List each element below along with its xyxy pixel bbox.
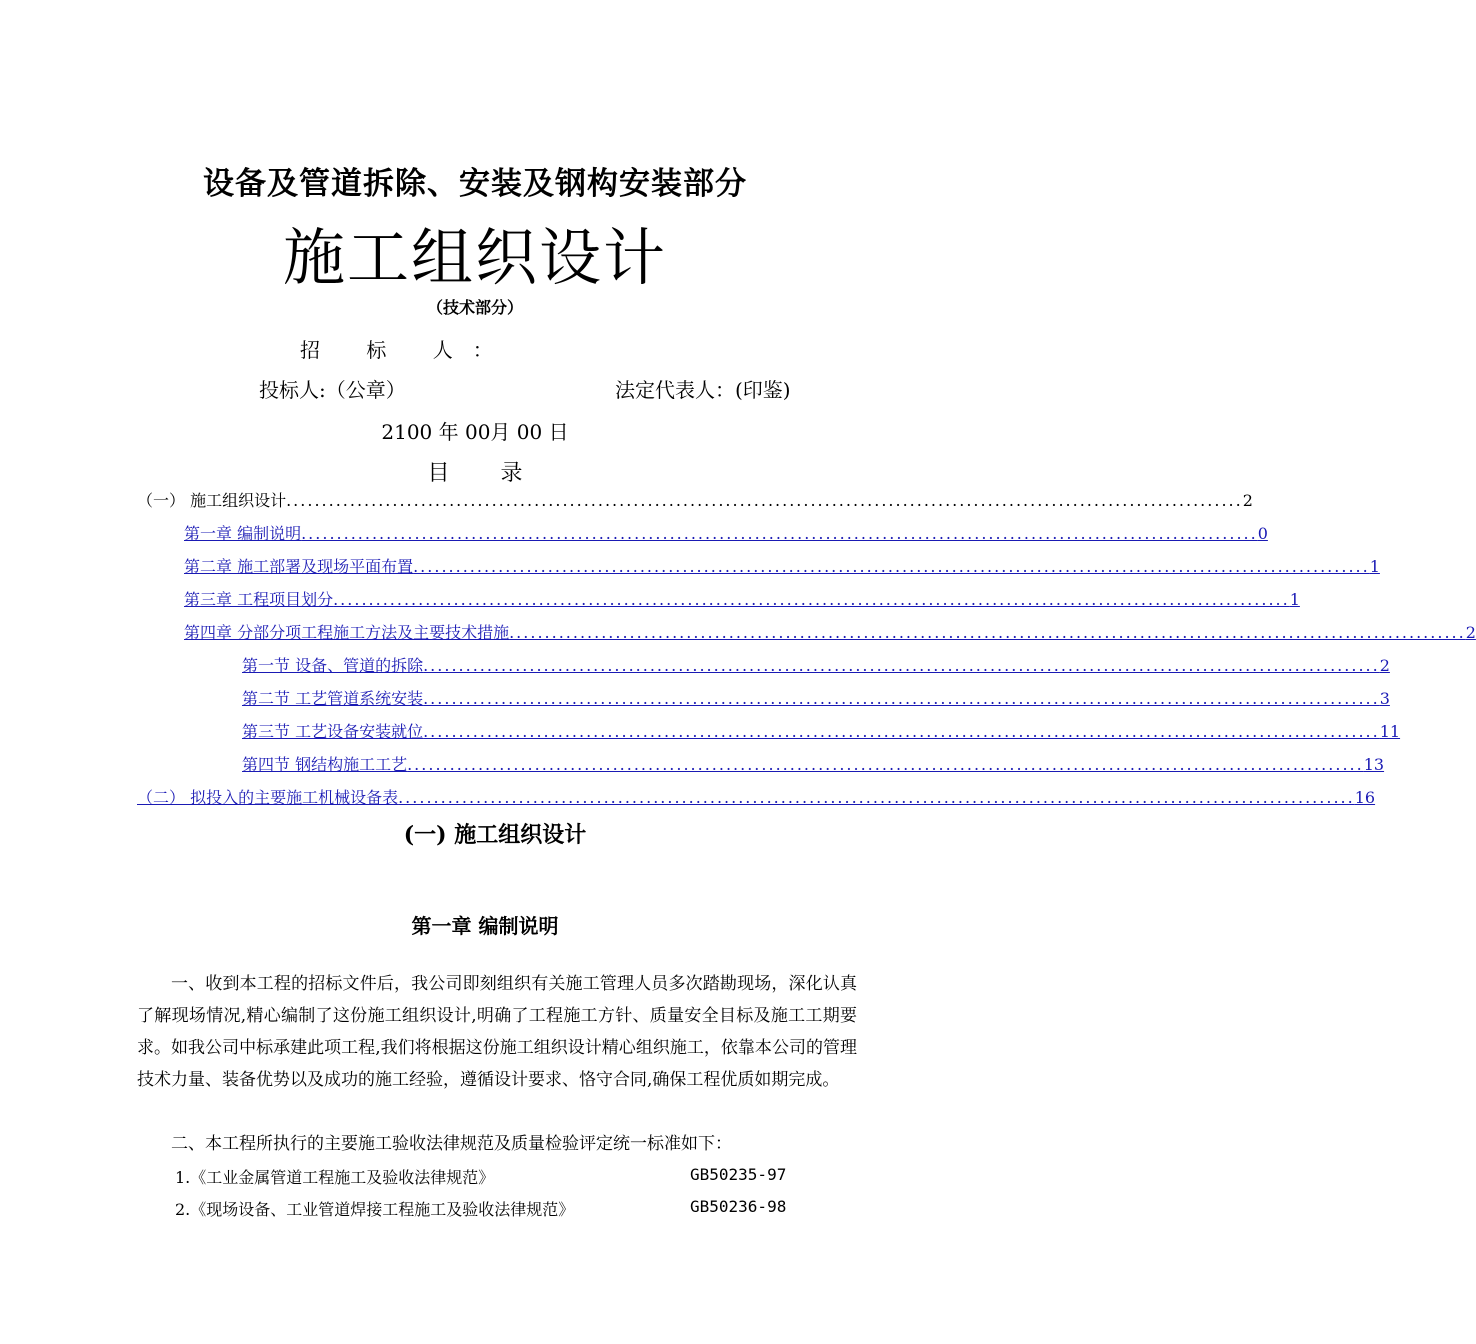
- toc-leader: .......................................................................................................................................: [398, 788, 1355, 807]
- chapter-heading: 第一章 编制说明: [411, 914, 559, 938]
- toc-item-chapter-4[interactable]: [184, 620, 1476, 642]
- toc-leader: .......................................................................................................................................: [509, 623, 1466, 642]
- standard-name: 2.《现场设备、工业管道焊接工程施工及验收法律规范》: [175, 1200, 575, 1219]
- section-heading: (一) 施工组织设计: [403, 822, 587, 848]
- toc-leader: .......................................................................................................................................: [413, 557, 1370, 576]
- toc-leader: .......................................................................................................................................: [423, 722, 1380, 741]
- toc-leader: .......................................................................................................................................: [423, 656, 1380, 675]
- legal-rep-label: 法定代表人：(印鉴): [615, 378, 791, 402]
- toc-item-chapter-3[interactable]: [184, 587, 1300, 609]
- toc-page-number: 2: [1242, 491, 1253, 510]
- standard-code: GB50235-97: [690, 1165, 787, 1184]
- toc-item-section-4-1[interactable]: [242, 653, 1390, 675]
- bidder-label: 投标人:（公章）: [259, 378, 406, 402]
- document-date: 2100 年 00月 00 日: [381, 420, 569, 444]
- toc-leader: .......................................................................................................................................: [333, 590, 1290, 609]
- standard-code: GB50236-98: [690, 1197, 787, 1216]
- toc-item-label: 第三章 工程项目划分: [184, 590, 334, 609]
- toc-page-number: 13: [1363, 755, 1385, 774]
- toc-item-label: 第二章 施工部署及现场平面布置: [184, 557, 414, 576]
- document-part: （技术部分）: [426, 298, 523, 317]
- toc-item-section-4-4[interactable]: [242, 752, 1385, 774]
- paragraph-intro: 一、收到本工程的招标文件后，我公司即刻组织有关施工管理人员多次踏勘现场，深化认真了解现场情况,精心编制了这份施工组织设计,明确了工程施工方针、质量安全目标及施工工期要求。如我公司中标承建此项工程,我们将根据这份施工组织设计精心组织施工，依靠本公司的管理技术力量、装备优势以及成功的施工经验，遵循设计要求、恪守合同,确保工程优质如期完成。: [137, 974, 857, 1090]
- toc-item-section-1[interactable]: [137, 488, 1253, 510]
- toc-item-label: 第二节 工艺管道系统安装: [242, 689, 424, 708]
- toc-item-section-4-2[interactable]: [242, 686, 1390, 708]
- toc-item-label: 第一节 设备、管道的拆除: [242, 656, 424, 675]
- standard-name: 1.《工业金属管道工程施工及验收法律规范》: [175, 1168, 495, 1187]
- toc-page-number: 2: [1379, 656, 1390, 675]
- toc-item-label: （一） 施工组织设计: [137, 491, 287, 510]
- toc-page-number: 2: [1465, 623, 1476, 642]
- toc-leader: .......................................................................................................................................: [286, 491, 1243, 510]
- toc-item-chapter-1[interactable]: [184, 521, 1268, 543]
- toc-heading: 目 录: [427, 461, 545, 486]
- toc-page-number: 11: [1379, 722, 1401, 741]
- toc-leader: .......................................................................................................................................: [301, 524, 1258, 543]
- toc-page-number: 0: [1257, 524, 1268, 543]
- toc-item-section-4-3[interactable]: [242, 719, 1401, 741]
- toc-page-number: 3: [1379, 689, 1390, 708]
- toc-item-label: 第一章 编制说明: [184, 524, 302, 543]
- toc-page-number: 1: [1289, 590, 1300, 609]
- toc-leader: .......................................................................................................................................: [423, 689, 1380, 708]
- toc-item-section-2[interactable]: [137, 785, 1376, 807]
- toc-item-label: 第四章 分部分项工程施工方法及主要技术措施: [184, 623, 510, 642]
- toc-item-label: 第三节 工艺设备安装就位: [242, 722, 424, 741]
- toc-page-number: 16: [1354, 788, 1376, 807]
- toc-leader: .......................................................................................................................................: [407, 755, 1364, 774]
- toc-item-label: 第四节 钢结构施工工艺: [242, 755, 408, 774]
- paragraph-standards-intro: 二、本工程所执行的主要施工验收法律规范及质量检验评定统一标准如下：: [171, 1134, 732, 1154]
- toc-item-label: （二） 拟投入的主要施工机械设备表: [137, 788, 399, 807]
- document-subtitle: 设备及管道拆除、安装及钢构安装部分: [203, 166, 747, 202]
- toc-page-number: 1: [1369, 557, 1380, 576]
- document-title: 施工组织设计: [282, 221, 667, 294]
- toc-item-chapter-2[interactable]: [184, 554, 1380, 576]
- tenderer-label: 招 标 人：: [300, 338, 513, 362]
